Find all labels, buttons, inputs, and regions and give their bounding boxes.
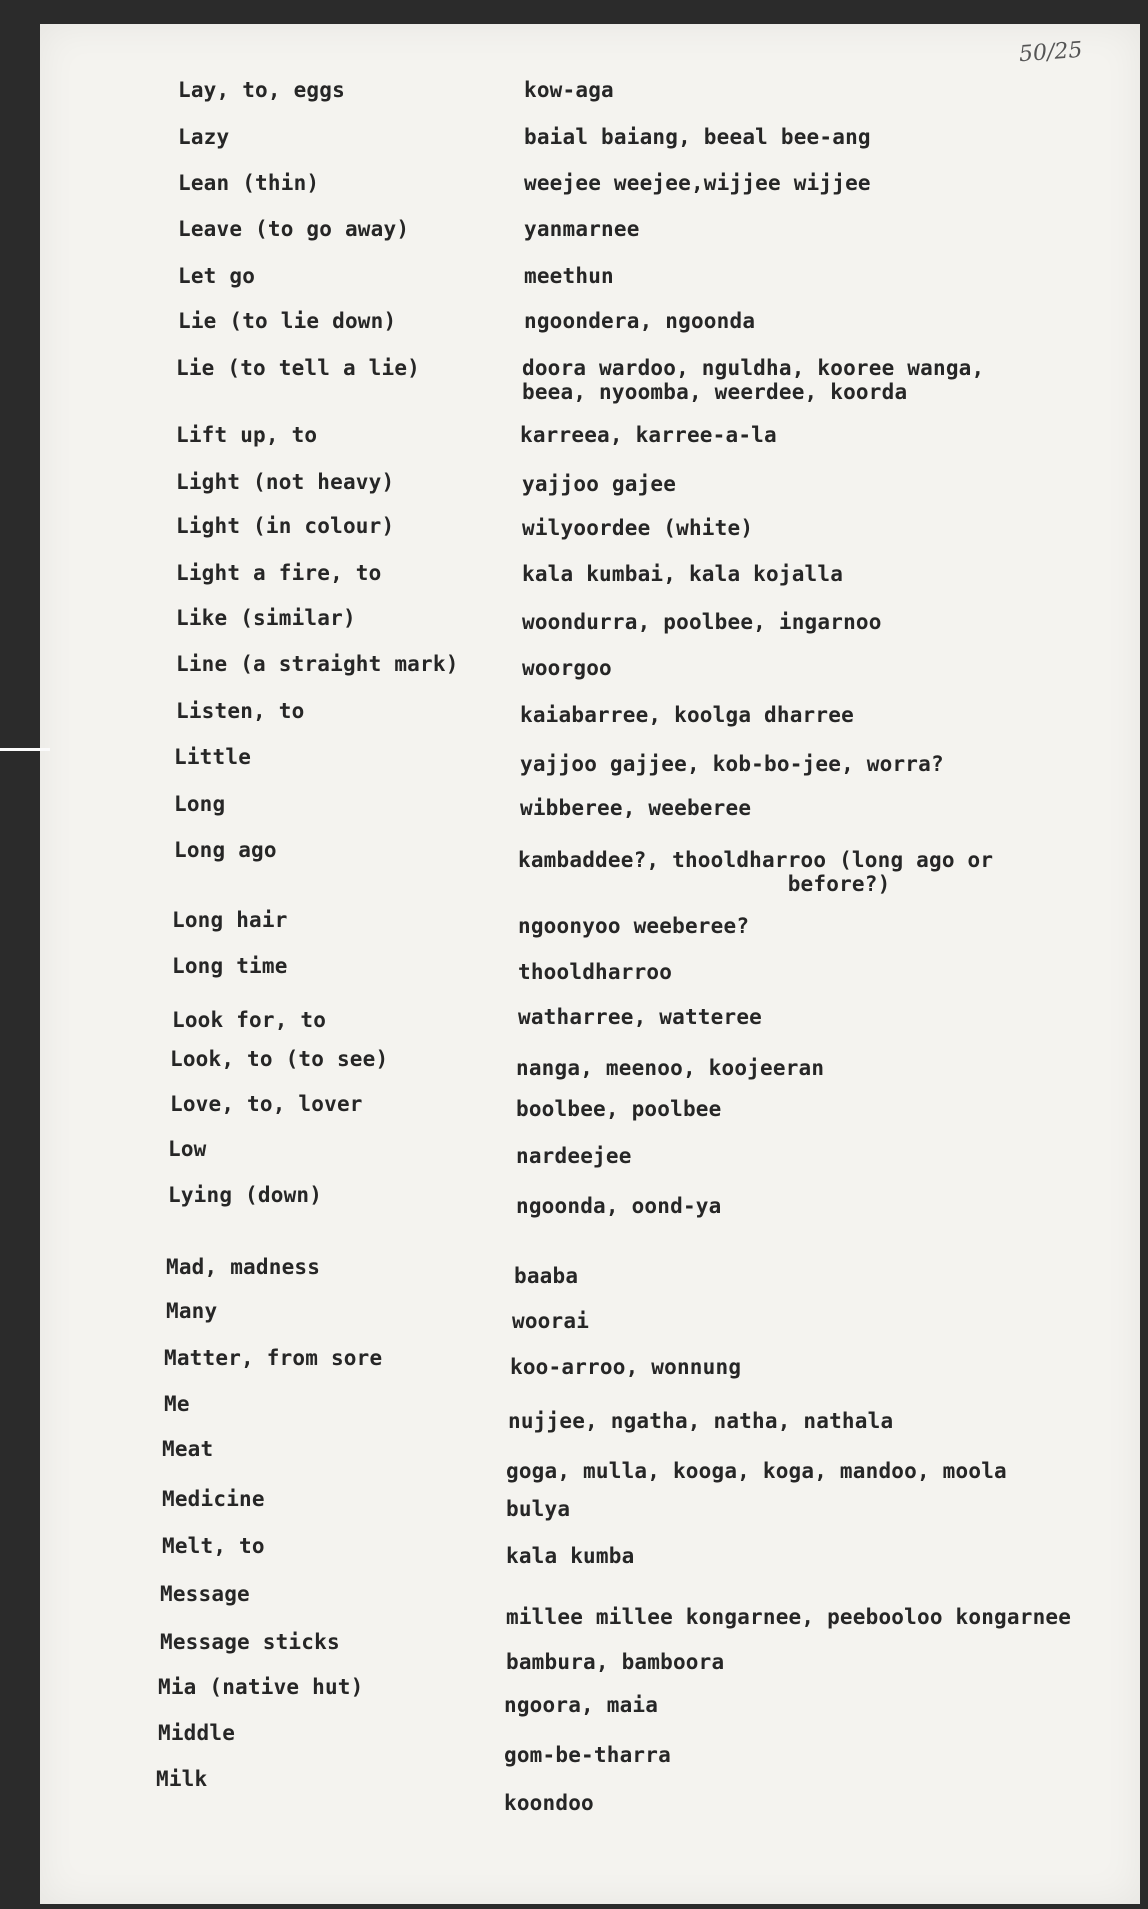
native-translation: kow-aga — [524, 78, 614, 102]
english-term: Medicine — [162, 1487, 265, 1511]
native-translation: woondurra, poolbee, ingarnoo — [522, 610, 882, 634]
edge-mark — [0, 748, 50, 751]
native-translation: ngoonda, oond-ya — [516, 1194, 722, 1218]
english-term: Mad, madness — [166, 1255, 321, 1279]
native-translation: kambaddee?, thooldharroo (long ago or before?) — [518, 848, 994, 896]
native-translation: gom-be-tharra — [504, 1743, 671, 1767]
english-term: Lift up, to — [176, 423, 318, 447]
english-term: Lay, to, eggs — [178, 78, 345, 102]
english-term: Lie (to tell a lie) — [176, 356, 421, 380]
native-translation: millee millee kongarnee, peebooloo kongarnee — [506, 1605, 1072, 1629]
english-term: Love, to, lover — [170, 1092, 363, 1116]
english-term: Lie (to lie down) — [178, 309, 397, 333]
native-translation: thooldharroo — [518, 960, 673, 984]
english-term: Lying (down) — [168, 1183, 323, 1207]
native-translation: nanga, meenoo, koojeeran — [516, 1056, 825, 1080]
native-translation: kala kumbai, kala kojalla — [522, 562, 844, 586]
native-translation: bambura, bamboora — [506, 1650, 725, 1674]
native-translation: yajjoo gajjee, kob-bo-jee, worra? — [520, 752, 944, 776]
native-translation: woorai — [512, 1309, 590, 1333]
english-term: Matter, from sore — [164, 1346, 383, 1370]
native-translation: doora wardoo, nguldha, kooree wanga, beea, nyoomba, weerdee, koorda — [522, 356, 985, 404]
english-term: Mia (native hut) — [158, 1675, 364, 1699]
native-translation: meethun — [524, 264, 614, 288]
native-translation: ngoora, maia — [504, 1693, 659, 1717]
native-translation: goga, mulla, kooga, koga, mandoo, moola — [506, 1459, 1007, 1483]
english-term: Long — [174, 792, 226, 816]
native-translation: koo-arroo, wonnung — [510, 1355, 742, 1379]
native-translation: baaba — [514, 1264, 579, 1288]
english-term: Light (in colour) — [176, 514, 395, 538]
native-translation: yanmarnee — [524, 217, 640, 241]
english-term: Message — [160, 1582, 250, 1606]
native-translation: ngoonyoo weeberee? — [518, 914, 750, 938]
english-term: Leave (to go away) — [178, 217, 410, 241]
native-translation: woorgoo — [522, 656, 612, 680]
english-term: Light (not heavy) — [176, 470, 395, 494]
english-term: Long ago — [174, 838, 277, 862]
english-term: Light a fire, to — [176, 561, 382, 585]
english-term: Middle — [158, 1721, 236, 1745]
native-translation: ngoondera, ngoonda — [524, 309, 756, 333]
native-translation: yajjoo gajee — [522, 472, 677, 496]
english-term: Like (similar) — [176, 606, 356, 630]
native-translation: kala kumba — [506, 1544, 635, 1568]
native-translation: nardeejee — [516, 1144, 632, 1168]
english-term: Let go — [178, 264, 256, 288]
english-term: Look for, to — [172, 1008, 327, 1032]
english-term: Milk — [156, 1767, 208, 1791]
native-translation: kaiabarree, koolga dharree — [520, 703, 854, 727]
english-term: Line (a straight mark) — [176, 652, 459, 676]
english-term: Meat — [162, 1437, 214, 1461]
english-term: Me — [164, 1392, 190, 1416]
english-term: Many — [166, 1299, 218, 1323]
english-term: Lazy — [178, 125, 230, 149]
native-translation: watharree, watteree — [518, 1005, 763, 1029]
native-translation: nujjee, ngatha, natha, nathala — [508, 1409, 894, 1433]
english-term: Message sticks — [160, 1630, 340, 1654]
native-translation: baial baiang, beeal bee-ang — [524, 125, 871, 149]
english-term: Melt, to — [162, 1534, 265, 1558]
native-translation: koondoo — [504, 1791, 594, 1815]
english-term: Lean (thin) — [178, 171, 320, 195]
english-term: Listen, to — [176, 699, 305, 723]
native-translation: wibberee, weeberee — [520, 796, 752, 820]
english-term: Low — [168, 1137, 207, 1161]
english-term: Little — [174, 745, 252, 769]
english-term: Long hair — [172, 908, 288, 932]
native-translation: karreea, karree-a-la — [520, 423, 777, 447]
native-translation: wilyoordee (white) — [522, 516, 754, 540]
english-term: Long time — [172, 954, 288, 978]
native-translation: weejee weejee,wijjee wijjee — [524, 171, 871, 195]
native-translation: boolbee, poolbee — [516, 1097, 722, 1121]
page-number: 50/25 — [1017, 37, 1083, 68]
native-translation: bulya — [506, 1497, 571, 1521]
english-term: Look, to (to see) — [170, 1047, 389, 1071]
